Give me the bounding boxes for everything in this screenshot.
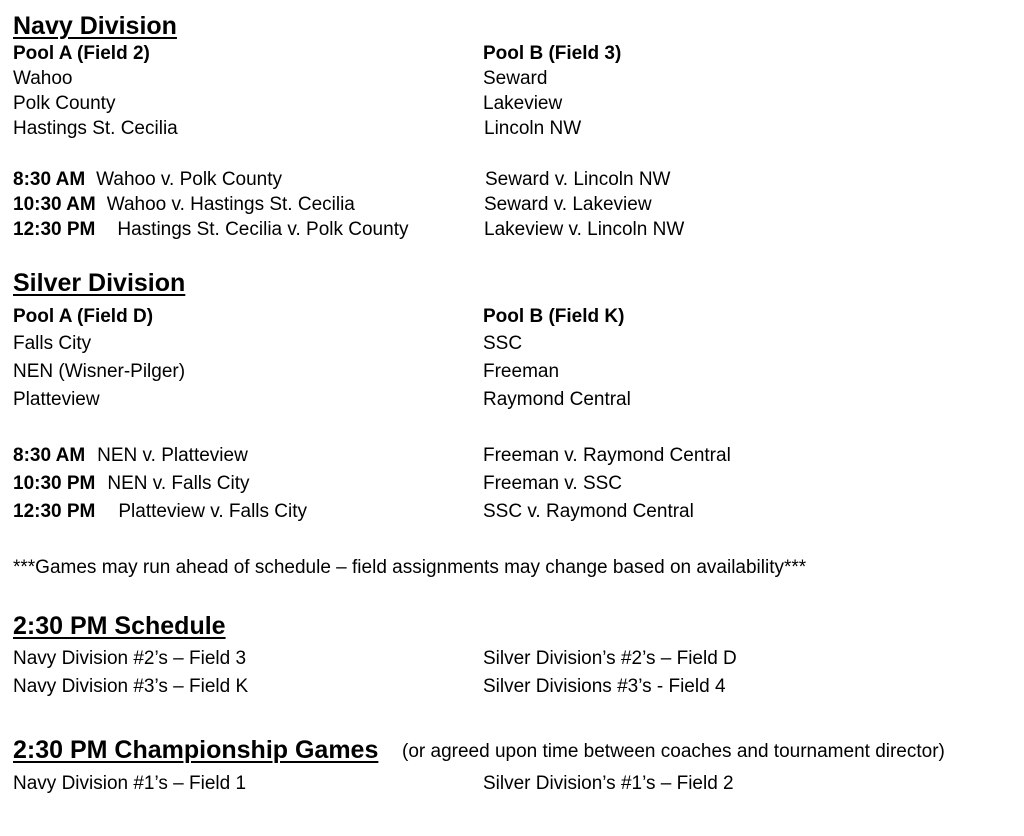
championship-left-item: Navy Division #1’s – Field 1 xyxy=(13,773,247,794)
navy-pool-b-team: Lakeview xyxy=(483,93,563,114)
game-matchup: Wahoo v. Polk County xyxy=(96,169,283,190)
game-time: 10:30 AM xyxy=(13,194,96,215)
silver-pool-b-team: Raymond Central xyxy=(483,389,631,410)
schedule-230-right-item: Silver Divisions #3’s - Field 4 xyxy=(483,676,726,697)
silver-game-row xyxy=(13,445,248,467)
navy-division-title: Navy Division xyxy=(13,12,177,40)
silver-division-title: Silver Division xyxy=(13,269,186,297)
schedule-230-left-item: Navy Division #2’s – Field 3 xyxy=(13,648,247,669)
navy-pool-b-game: Seward v. Lincoln NW xyxy=(485,169,671,190)
navy-pool-b-game: Lakeview v. Lincoln NW xyxy=(484,219,685,240)
game-time: 12:30 PM xyxy=(13,219,96,240)
silver-pool-b-header: Pool B (Field K) xyxy=(483,306,625,327)
game-time: 8:30 AM xyxy=(13,445,86,466)
silver-pool-b-game: Freeman v. Raymond Central xyxy=(483,445,731,466)
silver-pool-b-game: Freeman v. SSC xyxy=(483,473,623,494)
game-time: 8:30 AM xyxy=(13,169,86,190)
game-matchup: NEN v. Falls City xyxy=(107,473,250,494)
navy-pool-a-header: Pool A (Field 2) xyxy=(13,43,150,64)
navy-pool-a-team: Hastings St. Cecilia xyxy=(13,118,178,139)
schedule-230-right-item: Silver Division’s #2’s – Field D xyxy=(483,648,737,669)
game-time: 12:30 PM xyxy=(13,501,96,522)
game-matchup: Wahoo v. Hastings St. Cecilia xyxy=(106,194,355,215)
navy-pool-b-team: Lincoln NW xyxy=(484,118,582,139)
schedule-230-left-item: Navy Division #3’s – Field K xyxy=(13,676,249,697)
navy-pool-a-team: Polk County xyxy=(13,93,116,114)
silver-pool-a-header: Pool A (Field D) xyxy=(13,306,154,327)
navy-pool-a-team: Wahoo xyxy=(13,68,73,89)
navy-game-row xyxy=(13,169,282,191)
schedule-notice: ***Games may run ahead of schedule – field assignments may change based on availability*** xyxy=(13,557,807,578)
navy-game-row xyxy=(13,194,355,216)
schedule-230-title: 2:30 PM Schedule xyxy=(13,612,226,640)
championship-title: 2:30 PM Championship Games xyxy=(13,736,379,764)
championship-note: (or agreed upon time between coaches and tournament director) xyxy=(402,741,945,762)
game-matchup: NEN v. Platteview xyxy=(97,445,248,466)
silver-game-row xyxy=(13,501,307,523)
navy-pool-b-header: Pool B (Field 3) xyxy=(483,43,622,64)
silver-pool-a-team: Falls City xyxy=(13,333,92,354)
game-matchup: Hastings St. Cecilia v. Polk County xyxy=(117,219,409,240)
silver-pool-a-team: Platteview xyxy=(13,389,100,410)
silver-pool-b-game: SSC v. Raymond Central xyxy=(483,501,694,522)
silver-pool-b-team: SSC xyxy=(483,333,523,354)
navy-game-row xyxy=(13,219,408,241)
navy-pool-b-game: Seward v. Lakeview xyxy=(484,194,652,215)
silver-game-row xyxy=(13,473,250,495)
game-time: 10:30 PM xyxy=(13,473,96,494)
silver-pool-b-team: Freeman xyxy=(483,361,560,382)
championship-right-item: Silver Division’s #1’s – Field 2 xyxy=(483,773,734,794)
navy-pool-b-team: Seward xyxy=(483,68,548,89)
silver-pool-a-team: NEN (Wisner-Pilger) xyxy=(13,361,186,382)
game-matchup: Platteview v. Falls City xyxy=(118,501,308,522)
